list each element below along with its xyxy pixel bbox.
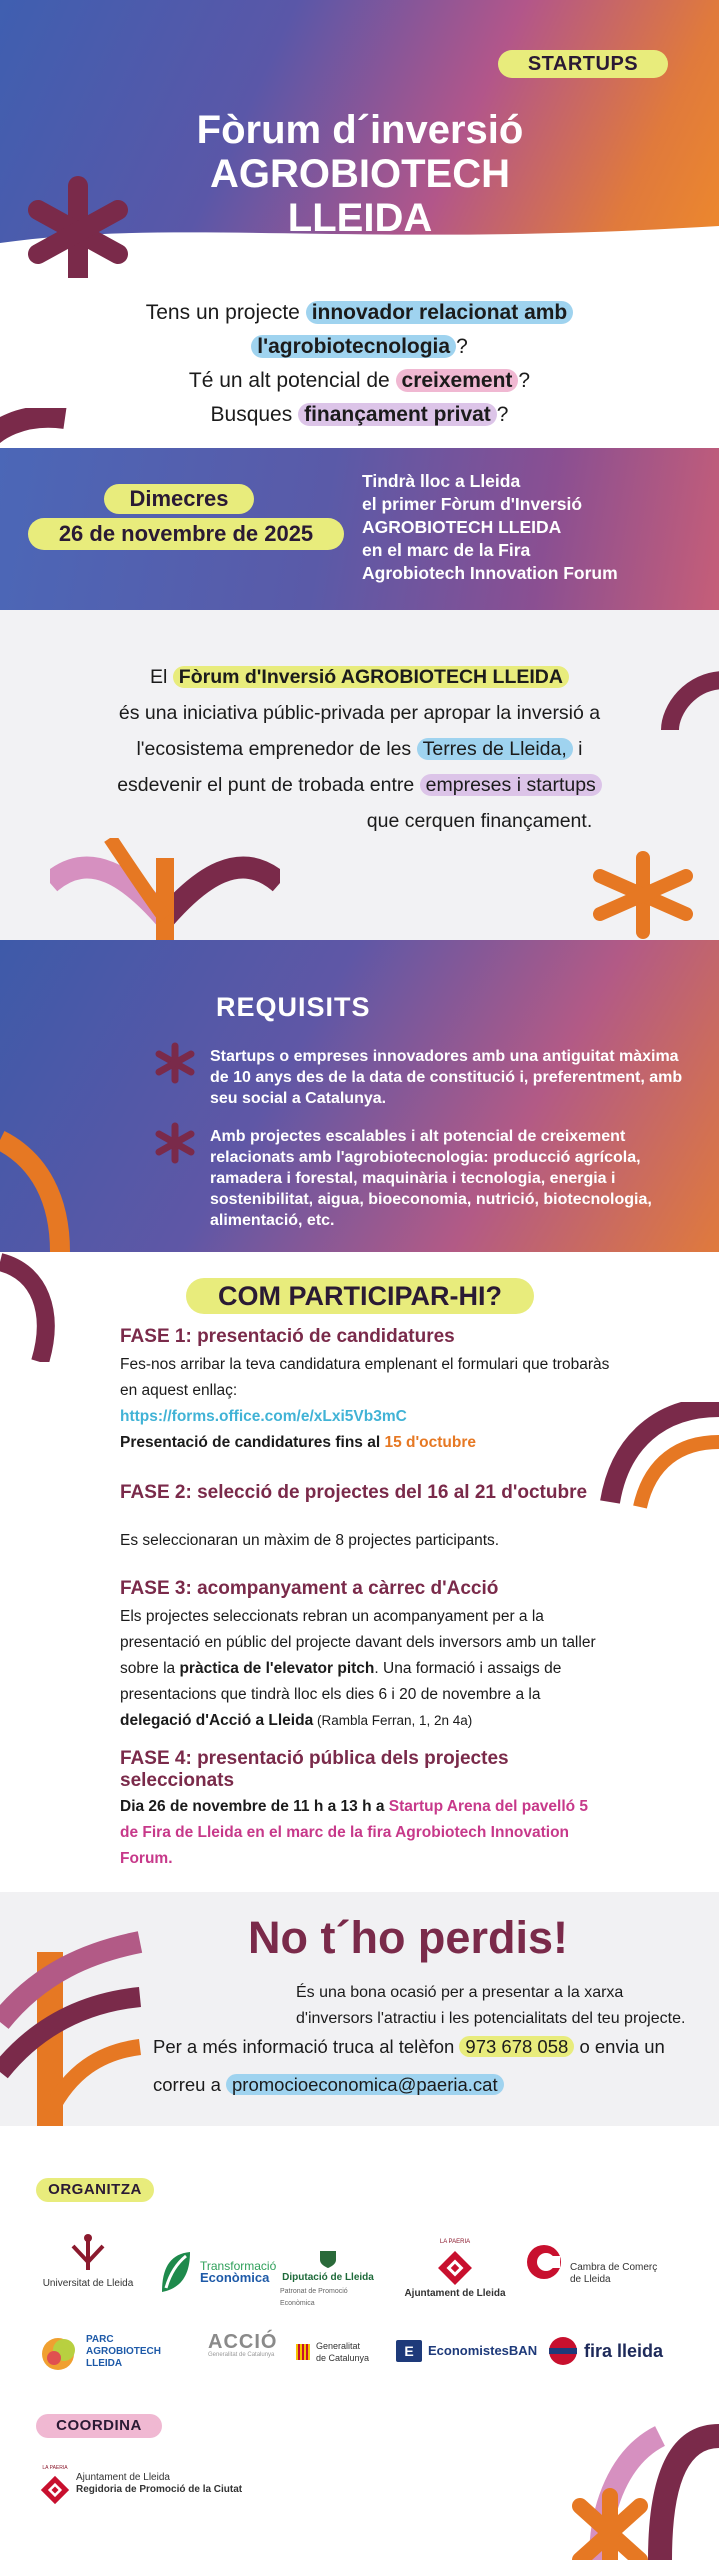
parc-circles-icon [40, 2332, 80, 2372]
intro-line-1 [0, 298, 719, 328]
arc-decoration-icon [0, 1120, 80, 1252]
transformacio-line: Transformació [200, 2259, 277, 2273]
event-desc-line: Tindrà lloc a Lleida [362, 471, 521, 491]
forum-text: l'ecosistema emprenedor de les [136, 738, 417, 760]
startups-badge: STARTUPS [498, 50, 668, 78]
highlight-forum-name: Fòrum d'Inversió AGROBIOTECH LLEIDA [173, 666, 569, 688]
asterisk-bullet-icon [154, 1122, 196, 1164]
economica-line: Econòmica [200, 2270, 270, 2285]
cambra-line-1: Cambra de Comerç [570, 2262, 658, 2273]
dont-miss-text: És una bona ocasió per a presentar a la xarxa d'inversors l'atractiu i les potencialitats del teu projecte. [296, 1984, 686, 2027]
highlight-innovador: innovador relacionat amb [306, 301, 574, 324]
cambra-text [570, 2238, 657, 2286]
forum-text: esdevenir el punt de trobada entre [117, 774, 420, 796]
paeria-diamond-icon [40, 2475, 70, 2505]
fira-circle-icon [548, 2336, 578, 2366]
how-to-participate [0, 1252, 719, 1892]
organizers-badge: ORGANITZA [36, 2178, 154, 2202]
arc-decoration-icon [600, 1402, 719, 1512]
email-link[interactable]: promocioeconomica@paeria.cat [226, 2074, 504, 2095]
coordinator-line-1: Ajuntament de Lleida [76, 2471, 170, 2483]
title-line-2: AGROBIOTECH [210, 152, 510, 196]
participate-badge: COM PARTICIPAR-HI? [186, 1278, 534, 1314]
paeria-name: Ajuntament de Lleida [404, 2288, 506, 2299]
forum-description [0, 610, 719, 940]
fira-name: fira lleida [584, 2341, 664, 2361]
event-desc-line: AGROBIOTECH LLEIDA [362, 517, 562, 537]
diputacio-sub: Patronat de Promoció Econòmica [280, 2288, 348, 2307]
parc-text [86, 2334, 161, 2370]
requirement-item-2: Amb projectes escalables i alt potencial de creixement relacionats amb l'agrobiotecnologia: producció agrícola, ramadera i forestal, maquinària i tecnologia, energia i sostenibilitat, aigua, bioeconomia, nutrició, biotecnologia, alimentació, etc. [210, 1128, 652, 1229]
highlight-terres-lleida: Terres de Lleida, [417, 738, 573, 760]
coordinator-logo [40, 2462, 242, 2505]
asterisk-decoration-icon [588, 850, 698, 940]
transformacio-leaf-icon [156, 2248, 194, 2296]
diputacio-logo [280, 2248, 376, 2310]
generalitat-flag-icon [296, 2344, 310, 2360]
udl-logo [38, 2232, 138, 2290]
intro-text: Busques [210, 403, 299, 426]
contact-phone-line [153, 2032, 713, 2062]
phase-2-text: Es seleccionaran un màxim de 8 projectes participants. [120, 1532, 500, 1549]
asterisk-decoration-icon [22, 172, 134, 278]
phase-1-title: FASE 1: presentació de candidatures [120, 1326, 455, 1347]
dont-miss-title: No t´ho perdis! [248, 1912, 568, 1963]
intro-questions [0, 278, 719, 448]
udl-name: Universitat de Lleida [42, 2278, 134, 2289]
contact-text: o envia un [574, 2036, 665, 2057]
generalitat-line-1: Generalitat [316, 2341, 361, 2351]
event-desc-line: Agrobiotech Innovation Forum [362, 563, 618, 583]
highlight-financament: finançament privat [298, 403, 497, 426]
highlight-creixement: creixement [396, 369, 519, 392]
accio-logo [208, 2331, 278, 2361]
intro-line-2 [0, 332, 719, 362]
highlight-empreses-startups: empreses i startups [420, 774, 602, 796]
intro-text: ? [518, 369, 531, 392]
contact-text: Per a més informació truca al telèfon [153, 2036, 460, 2057]
hero-banner [0, 0, 719, 278]
cambra-logo [524, 2238, 657, 2286]
title-line-3: LLEIDA [287, 196, 433, 240]
highlight-agrobiotecnologia: l'agrobiotecnologia [251, 335, 456, 358]
generalitat-logo [296, 2340, 369, 2364]
fira-lleida-logo [548, 2336, 663, 2366]
flower-decoration-icon [50, 838, 280, 940]
forum-line-3 [0, 734, 719, 764]
page-title [120, 108, 600, 240]
economistes-name: EconomistesBAN [428, 2343, 538, 2358]
requirement-item-1: Startups o empreses innovadores amb una antiguitat màxima de 10 anys des de la data de constitució i, preferentment, amb seu social a Catalunya. [210, 1048, 683, 1107]
phase-2-title: FASE 2: selecció de projectes del 16 al 21 d'octubre [120, 1482, 588, 1503]
form-link[interactable]: https://forms.office.com/e/xLxi5Vb3mC [120, 1408, 407, 1425]
phase-3-text-bold: delegació d'Acció a Lleida [120, 1712, 314, 1729]
accio-sub: Generalitat de Catalunya [208, 2352, 275, 2358]
forum-text: El [150, 666, 173, 688]
transformacio-logo [156, 2248, 276, 2296]
phase-3-text-bold: pràctica de l'elevator pitch [179, 1660, 375, 1677]
parc-line-3: LLEIDA [86, 2358, 123, 2369]
flower-decoration-icon [560, 2396, 719, 2560]
phase-1-text: Fes-nos arribar la teva candidatura emplenant el formulari que trobaràs en aquest enllaç: [120, 1356, 610, 1399]
paeria-logo [400, 2236, 510, 2300]
phase-1-deadline [120, 1430, 610, 1456]
cambra-line-2: de Lleida [570, 2274, 611, 2285]
intro-line-3 [0, 366, 719, 396]
day-badge: Dimecres [104, 484, 254, 514]
coordinator-line-2: Regidoria de Promoció de la Ciutat [76, 2483, 243, 2495]
diputacio-name: Diputació de Lleida [282, 2272, 374, 2283]
forum-line-2: és una iniciativa públic-privada per apropar la inversió a [118, 702, 601, 724]
organizers-section [0, 2126, 719, 2560]
forum-line-1 [0, 662, 719, 692]
phase-3-text-part: Els projectes seleccionats rebran un acompanyament per a la presentació en públic del projecte davant dels inversors amb un taller sobre la [120, 1608, 596, 1677]
date-badge: 26 de novembre de 2025 [28, 518, 344, 550]
phase-4-text [120, 1794, 610, 1872]
forum-line-4 [0, 770, 719, 800]
intro-text: ? [456, 335, 468, 358]
coordinator-mark [40, 2462, 70, 2505]
phase-3-address: (Rambla Ferran, 1, 2n 4a) [313, 1713, 473, 1728]
coordinator-text [76, 2472, 242, 2496]
economistes-logo [396, 2340, 537, 2362]
diputacio-crest-icon [317, 2248, 339, 2270]
phase-4-text-part: Dia 26 de novembre de 11 h a 13 h a [120, 1798, 389, 1815]
phase-4-title: FASE 4: presentació pública dels projectes seleccionats [120, 1748, 509, 1791]
parc-agrobiotech-logo [40, 2332, 161, 2372]
phone-number[interactable]: 973 678 058 [459, 2036, 574, 2057]
phase-3-text-part: . Una formació i assaigs de presentacions que tindrà lloc els dies 6 i 20 de novembre a la [120, 1660, 562, 1703]
economistes-e-icon [396, 2340, 422, 2362]
contact-text: correu a [153, 2074, 227, 2095]
udl-crest-icon [65, 2232, 111, 2274]
forum-line-5: que cerquen finançament. [366, 810, 593, 832]
plant-decoration-icon [0, 1912, 150, 2126]
intro-text: Tens un projecte [145, 301, 306, 324]
requirements-title: REQUISITS [216, 992, 371, 1022]
deadline-text: Presentació de candidatures fins al [120, 1434, 385, 1451]
intro-line-4 [0, 400, 719, 430]
generalitat-text [316, 2340, 369, 2364]
asterisk-bullet-icon [154, 1042, 196, 1084]
arc-decoration-icon [0, 1252, 70, 1362]
paeria-small-label: LA PAERIA [439, 2239, 471, 2245]
title-line-1: Fòrum d´inversió [196, 108, 524, 152]
contact-email-line [153, 2070, 713, 2100]
phase-3-text [120, 1604, 610, 1734]
forum-text: i [572, 738, 583, 760]
cambra-c-icon [524, 2242, 564, 2282]
dont-miss-section [0, 1892, 719, 2126]
event-desc-line: en el marc de la Fira [362, 540, 531, 560]
svg-text:E: E [404, 2343, 414, 2359]
requirements-section [0, 940, 719, 1252]
phase-3-title: FASE 3: acompanyament a càrrec d'Acció [120, 1578, 499, 1599]
coordinator-badge: COORDINA [36, 2414, 162, 2438]
phase-4-venue: Startup Arena del pavelló 5 de Fira de Lleida en el marc de la fira Agrobiotech Innovation Forum. [120, 1798, 589, 1867]
parc-line-2: AGROBIOTECH [86, 2346, 161, 2357]
paeria-diamond-icon [437, 2250, 473, 2286]
intro-text: ? [496, 403, 509, 426]
deadline-date: 15 d'octubre [384, 1434, 477, 1451]
coordinator-small-label: LA PAERIA [42, 2465, 68, 2471]
intro-text: Té un alt potencial de [188, 369, 396, 392]
generalitat-line-2: de Catalunya [316, 2353, 370, 2363]
accio-name: ACCIÓ [208, 2331, 278, 2353]
transformacio-text [200, 2260, 276, 2284]
event-desc-line: el primer Fòrum d'Inversió [362, 494, 583, 514]
parc-line-1: PARC [86, 2334, 114, 2345]
date-band [0, 448, 719, 610]
event-description [362, 470, 702, 585]
